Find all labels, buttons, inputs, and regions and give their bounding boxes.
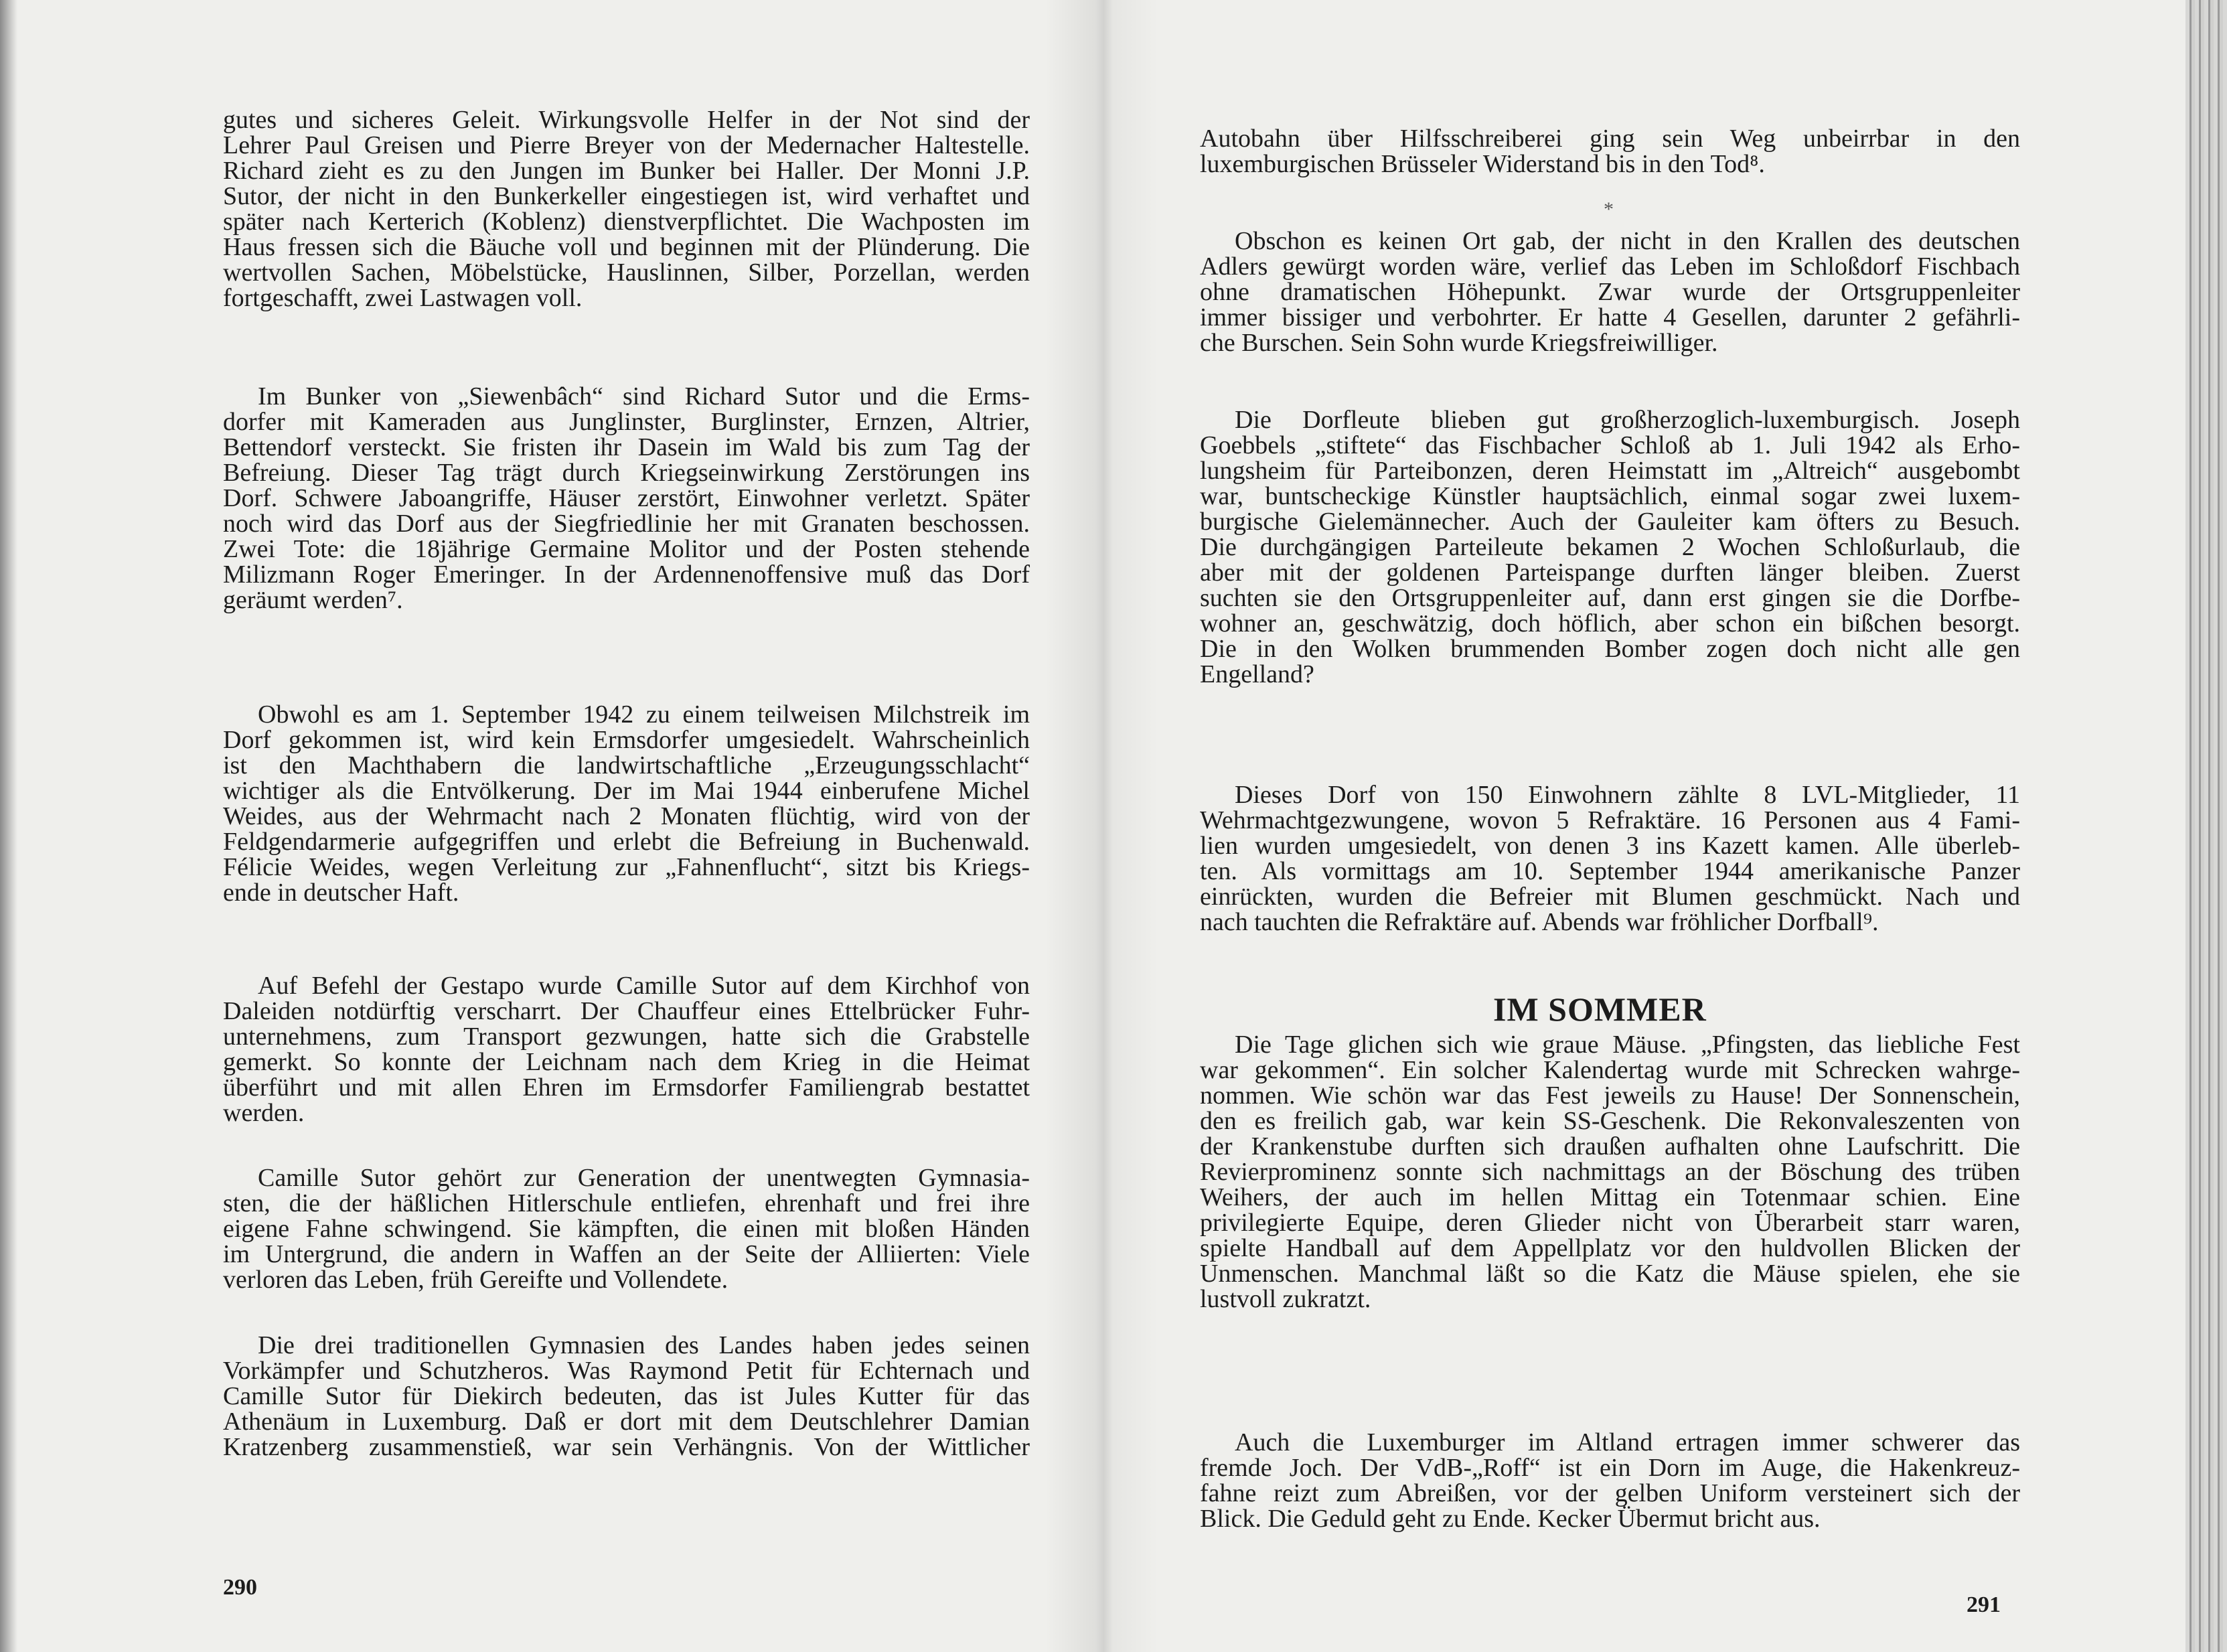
text-line: Haus fressen sich die Bäuche voll und beginnen mit der Plünderung. Die	[223, 233, 1030, 261]
text-line: Dorf. Schwere Jaboangriffe, Häuser zerstört, Einwohner verletzt. Später	[223, 484, 1030, 512]
paragraph	[223, 700, 1030, 907]
text-line: Obwohl es am 1. September 1942 zu einem teilweisen Milchstreik im	[258, 700, 1030, 729]
text-line: Lehrer Paul Greisen und Pierre Breyer von der Medernacher Haltestelle.	[223, 131, 1030, 159]
page-number-right: 291	[1967, 1592, 2001, 1617]
text-line: suchten sie den Ortsgruppenleiter auf, dann erst gingen sie die Dorfbe-	[1200, 584, 2020, 612]
text-line: Weihers, der auch im hellen Mittag ein Totenmaar schien. Eine	[1200, 1183, 2020, 1211]
text-line: Camille Sutor für Diekirch bedeuten, das ist Jules Kutter für das	[223, 1382, 1030, 1410]
paragraph	[223, 105, 1030, 312]
text-line: Sutor, der nicht in den Bunkerkeller eingestiegen ist, wird verhaftet und	[223, 182, 1030, 210]
text-line: Daleiden notdürftig verscharrt. Der Chauffeur eines Ettelbrücker Fuhr-	[223, 997, 1030, 1025]
text-line: Weides, aus der Wehrmacht nach 2 Monaten flüchtig, wird von der	[223, 802, 1030, 830]
text-line: Dieses Dorf von 150 Einwohnern zählte 8 LVL-Mitglieder, 11	[1235, 781, 2020, 809]
text-line: burgische Gielemännecher. Auch der Gauleiter kam öfters zu Besuch.	[1200, 508, 2020, 536]
text-line: Goebbels „stiftete“ das Fischbacher Schloß ab 1. Juli 1942 als Erho-	[1200, 431, 2020, 459]
text-line: Auf Befehl der Gestapo wurde Camille Sutor auf dem Kirchhof von	[258, 972, 1030, 1000]
text-line: aber mit der goldenen Parteispange durften länger bleiben. Zuerst	[1200, 558, 2020, 587]
text-line: ende in deutscher Haft.	[223, 879, 459, 907]
text-line: Vorkämpfer und Schutzheros. Was Raymond Petit für Echternach und	[223, 1357, 1030, 1385]
text-line: einrückten, wurden die Befreier mit Blumen geschmückt. Nach und	[1200, 883, 2020, 911]
text-line: fremde Joch. Der VdB-„Roff“ ist ein Dorn im Auge, die Hakenkreuz-	[1200, 1454, 2020, 1482]
text-line: ist den Machthabern die landwirtschaftliche „Erzeugungsschlacht“	[223, 751, 1030, 779]
text-line: Autobahn über Hilfsschreiberei ging sein Weg unbeirrbar in den	[1200, 125, 2020, 153]
book-gutter	[1045, 0, 1158, 1652]
text-line: sten, die der häßlichen Hitlerschule entliefen, ehrenhaft und frei ihre	[223, 1189, 1030, 1217]
text-line: verloren das Leben, früh Gereifte und Vollendete.	[223, 1266, 728, 1294]
text-line: war gekommen“. Ein solcher Kalendertag wurde mit Schrecken wahrge-	[1200, 1056, 2020, 1084]
paragraph	[1200, 404, 2020, 688]
text-line: nommen. Wie schön war das Fest jeweils zu Hause! Der Sonnenschein,	[1200, 1081, 2020, 1110]
text-line: spielte Handball auf dem Appellplatz vor den huldvollen Blicken der	[1200, 1234, 2020, 1262]
section-divider-asterisk: *	[1604, 198, 1614, 220]
text-line: Befreiung. Dieser Tag trägt durch Kriegseinwirkung Zerstörungen ins	[223, 459, 1030, 487]
paragraph	[1200, 123, 2020, 178]
text-line: später nach Kerterich (Koblenz) dienstverpflichtet. Die Wachposten im	[223, 208, 1030, 236]
text-line: war, buntscheckige Künstler hauptsächlich, einmal sogar zwei luxem-	[1200, 482, 2020, 510]
text-line: werden.	[223, 1099, 305, 1127]
text-line: eigene Fahne schwingend. Sie kämpften, die einen mit bloßen Händen	[223, 1215, 1030, 1243]
text-line: Feldgendarmerie aufgegriffen und erlebt die Befreiung in Buchenwald.	[223, 828, 1030, 856]
paragraph	[1200, 1427, 2020, 1533]
text-line: unternehmens, zum Transport gezwungen, hatte sich die Grabstelle	[223, 1023, 1030, 1051]
text-line: ohne dramatischen Höhepunkt. Zwar wurde der Ortsgruppenleiter	[1200, 278, 2020, 306]
text-line: privilegierte Equipe, deren Glieder nicht von Überarbeit starr waren,	[1200, 1209, 2020, 1237]
text-line: Auch die Luxemburger im Altland ertragen immer schwerer das	[1235, 1428, 2020, 1456]
text-line: lustvoll zukratzt.	[1200, 1285, 1371, 1313]
page-stack-edge	[2185, 0, 2227, 1652]
scan-left-edge	[0, 0, 17, 1652]
text-line: gemerkt. So konnte der Leichnam nach dem Krieg in die Heimat	[223, 1048, 1030, 1076]
text-line: im Untergrund, die andern in Waffen an der Seite der Alliierten: Viele	[223, 1240, 1030, 1268]
text-line: lungsheim für Parteibonzen, deren Heimstatt im „Altreich“ ausgebombt	[1200, 457, 2020, 485]
paragraph	[1200, 779, 2020, 936]
paragraph	[223, 382, 1030, 614]
text-line: wichtiger als die Entvölkerung. Der im Mai 1944 einberufene Michel	[223, 777, 1030, 805]
text-line: ten. Als vormittags am 10. September 1944 amerikanische Panzer	[1200, 857, 2020, 885]
text-line: Dorf gekommen ist, wird kein Ermsdorfer umgesiedelt. Wahrscheinlich	[223, 726, 1030, 754]
text-line: Kratzenberg zusammenstieß, war sein Verhängnis. Von der Wittlicher	[223, 1433, 1030, 1461]
text-line: Athenäum in Luxemburg. Daß er dort mit dem Deutschlehrer Damian	[223, 1408, 1030, 1436]
text-line: gutes und sicheres Geleit. Wirkungsvolle Helfer in der Not sind der	[223, 106, 1030, 134]
paragraph	[223, 971, 1030, 1127]
paragraph	[223, 1163, 1030, 1294]
text-line: Die durchgängigen Parteileute bekamen 2 Wochen Schloßurlaub, die	[1200, 533, 2020, 561]
text-line: fahne reizt zum Abreißen, vor der gelben Uniform versteinert sich der	[1200, 1479, 2020, 1507]
text-line: luxemburgischen Brüsseler Widerstand bis in den Tod⁸.	[1200, 150, 1765, 178]
text-line: Blick. Die Geduld geht zu Ende. Kecker Übermut bricht aus.	[1200, 1505, 1821, 1533]
text-line: Obschon es keinen Ort gab, der nicht in den Krallen des deutschen	[1235, 227, 2020, 255]
text-line: Camille Sutor gehört zur Generation der unentwegten Gymnasia-	[258, 1164, 1030, 1192]
section-heading: IM SOMMER	[1493, 990, 1707, 1028]
text-line: Die drei traditionellen Gymnasien des Landes haben jedes seinen	[258, 1331, 1030, 1359]
paragraph	[223, 1331, 1030, 1461]
text-line: den es freilich gab, war kein SS-Geschenk. Die Rekonvaleszenten von	[1200, 1107, 2020, 1135]
text-line: Félicie Weides, wegen Verleitung zur „Fahnenflucht“, sitzt bis Kriegs-	[223, 853, 1030, 881]
text-line: Zwei Tote: die 18jährige Germaine Molitor und der Posten stehende	[223, 535, 1030, 563]
text-line: che Burschen. Sein Sohn wurde Kriegsfreiwilliger.	[1200, 329, 1718, 357]
text-line: noch wird das Dorf aus der Siegfriedlinie her mit Granaten beschossen.	[223, 510, 1030, 538]
text-line: immer bissiger und verbohrter. Er hatte 4 Gesellen, darunter 2 gefährli-	[1200, 303, 2020, 331]
text-line: der Krankenstube durften sich draußen aufhalten ohne Laufschritt. Die	[1200, 1132, 2020, 1160]
text-line: fortgeschafft, zwei Lastwagen voll.	[223, 284, 583, 312]
text-line: Bettendorf versteckt. Sie fristen ihr Dasein im Wald bis zum Tag der	[223, 433, 1030, 461]
text-line: Die in den Wolken brummenden Bomber zogen doch nicht alle gen	[1200, 635, 2020, 663]
paragraph	[1200, 226, 2020, 357]
text-line: Richard zieht es zu den Jungen im Bunker bei Haller. Der Monni J.P.	[223, 157, 1030, 185]
text-line: lien wurden umgesiedelt, von denen 3 ins Kazett kamen. Alle überleb-	[1200, 832, 2020, 860]
text-line: dorfer mit Kameraden aus Junglinster, Burglinster, Ernzen, Altrier,	[223, 408, 1030, 436]
text-line: Engelland?	[1200, 660, 1314, 688]
text-line: nach tauchten die Refraktäre auf. Abends war fröhlicher Dorfball⁹.	[1200, 908, 1879, 936]
text-line: wertvollen Sachen, Möbelstücke, Hauslinnen, Silber, Porzellan, werden	[223, 258, 1030, 287]
text-line: Die Tage glichen sich wie graue Mäuse. „Pfingsten, das liebliche Fest	[1235, 1031, 2020, 1059]
text-line: wohner an, geschwätzig, doch höflich, aber schon ein bißchen besorgt.	[1200, 609, 2020, 637]
text-line: Milizmann Roger Emeringer. In der Ardennenoffensive muß das Dorf	[223, 560, 1030, 589]
text-line: geräumt werden⁷.	[223, 586, 403, 614]
page-number-left: 290	[223, 1575, 257, 1600]
text-line: Die Dorfleute blieben gut großherzoglich-luxemburgisch. Joseph	[1235, 406, 2020, 434]
text-line: überführt und mit allen Ehren im Ermsdorfer Familiengrab bestattet	[223, 1073, 1030, 1102]
text-line: Revierprominenz sonnte sich nachmittags an der Böschung des trüben	[1200, 1158, 2020, 1186]
text-line: Im Bunker von „Siewenbâch“ sind Richard Sutor und die Erms-	[258, 382, 1030, 410]
text-line: Unmenschen. Manchmal läßt so die Katz die Mäuse spielen, ehe sie	[1200, 1260, 2020, 1288]
paragraph	[1200, 1029, 2020, 1313]
text-line: Adlers gewürgt worden wäre, verlief das Leben im Schloßdorf Fischbach	[1200, 252, 2020, 281]
text-line: Wehrmachtgezwungene, wovon 5 Refraktäre. 16 Personen aus 4 Fami-	[1200, 806, 2020, 834]
